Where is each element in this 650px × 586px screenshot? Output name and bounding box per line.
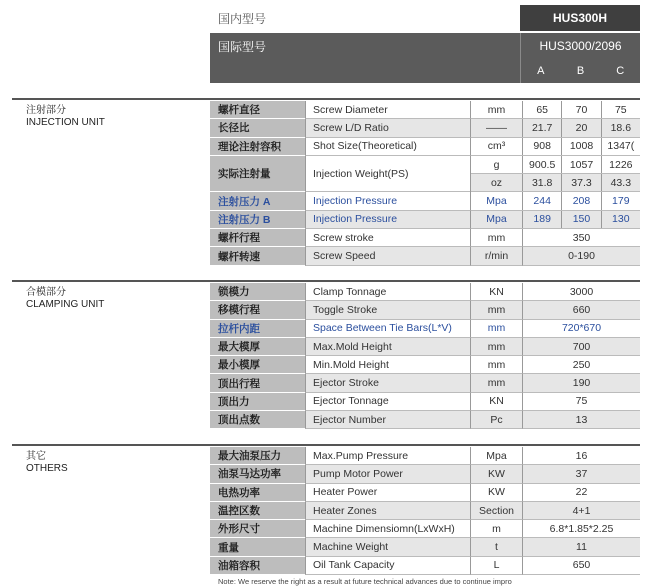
spec-row-oil-tank [210,557,640,575]
spec-cn: 油泵马达功率 [210,465,305,483]
screw-option-b: B [576,65,585,77]
clamping-section-cn: 合模部分 [26,287,66,298]
spec-value-c: 130 [601,211,640,228]
spec-value: 37 [522,465,640,483]
spec-value: 720*670 [522,320,640,338]
spec-unit: Pc [470,411,522,429]
spec-row-screw-diameter [210,101,640,119]
spec-en: Space Between Tie Bars(L*V) [305,320,470,338]
spec-cn: 注射压力 B [210,211,305,229]
screw-option-row [210,59,640,83]
spec-unit: —— [470,119,522,137]
spec-unit: t [470,538,522,556]
section-divider [12,280,640,282]
spec-unit: KW [470,484,522,502]
spec-value: 250 [522,356,640,374]
spec-en: Pump Motor Power [305,465,470,483]
injection-section-en: INJECTION UNIT [26,117,105,128]
spec-en: Toggle Stroke [305,301,470,319]
intl-model-row [210,33,640,59]
spec-value-c: 179 [601,192,640,209]
spec-cn: 注射压力 A [210,192,305,210]
spec-values-g [522,156,640,174]
spec-en: Heater Power [305,484,470,502]
spec-en: Screw Speed [305,247,470,265]
spec-en: Ejector Tonnage [305,393,470,411]
spec-value-c: 1347( [601,138,640,155]
spec-cn: 螺杆直径 [210,101,305,119]
spec-value-c: 1226 [601,156,640,173]
clamping-section-en: CLAMPING UNIT [26,299,105,310]
spec-unit: KN [470,393,522,411]
spec-cn: 理论注射容积 [210,138,305,156]
spec-value: 660 [522,301,640,319]
spec-value-c: 75 [601,101,640,118]
spec-unit: mm [470,301,522,319]
spec-unit: mm [470,374,522,392]
spec-value-b: 70 [561,101,600,118]
spec-en: Max.Mold Height [305,338,470,356]
spec-cn: 顶出力 [210,393,305,411]
spec-row-ejector-tonnage [210,393,640,411]
spec-row-pump-motor [210,465,640,483]
spec-value-b: 37.3 [561,174,600,191]
spec-cn: 顶出点数 [210,411,305,429]
intl-model-label: 国际型号 [218,39,267,54]
others-section-label [26,451,68,475]
spec-unit: KW [470,465,522,483]
spec-row-dimension [210,520,640,538]
spec-value: 0-190 [522,247,640,265]
spec-value: 11 [522,538,640,556]
spec-value-c: 18.6 [601,119,640,136]
spec-values [522,192,640,210]
spec-values [522,119,640,137]
spec-en: Screw L/D Ratio [305,119,470,137]
spec-en: Injection Pressure [305,211,470,229]
spec-row-max-mold [210,338,640,356]
spec-cn: 重量 [210,538,305,556]
spec-en: Ejector Stroke [305,374,470,392]
spec-cn: 最小模厚 [210,356,305,374]
spec-en: Min.Mold Height [305,356,470,374]
spec-en: Clamp Tonnage [305,283,470,301]
spec-value-a: 189 [522,211,561,228]
spec-cn: 实际注射量 [210,156,305,193]
others-section-cn: 其它 [26,451,46,462]
spec-row-tie-bars [210,320,640,338]
spec-unit: L [470,557,522,575]
footer-note: Note: We reserve the right as a result at future technical advances due to continue impro [218,577,512,586]
spec-en: Heater Zones [305,502,470,520]
section-divider [12,98,640,100]
spec-cn: 最大模厚 [210,338,305,356]
spec-row-heater-zones [210,502,640,520]
spec-unit: m [470,520,522,538]
spec-en: Max.Pump Pressure [305,447,470,465]
spec-values-stack [522,156,640,193]
spec-cn: 电热功率 [210,484,305,502]
spec-en: Oil Tank Capacity [305,557,470,575]
spec-row-pressure-a [210,192,640,210]
spec-unit: r/min [470,247,522,265]
spec-value: 16 [522,447,640,465]
spec-unit: mm [470,338,522,356]
spec-value-c: 43.3 [601,174,640,191]
spec-en: Injection Pressure [305,192,470,210]
spec-value: 6.8*1.85*2.25 [522,520,640,538]
intl-model-value: HUS3000/2096 [520,33,640,59]
spec-value: 650 [522,557,640,575]
spec-unit: mm [470,101,522,119]
spec-cn: 外形尺寸 [210,520,305,538]
spec-unit: mm [470,320,522,338]
spec-en: Screw stroke [305,229,470,247]
spec-values [522,211,640,229]
spec-value: 700 [522,338,640,356]
spec-unit: Mpa [470,447,522,465]
spec-unit: mm [470,356,522,374]
domestic-model-value: HUS300H [520,5,640,31]
spec-value: 13 [522,411,640,429]
spec-en: Screw Diameter [305,101,470,119]
spec-value: 4+1 [522,502,640,520]
spec-en: Ejector Number [305,411,470,429]
spec-row-weight [210,538,640,556]
spec-value-a: 900.5 [522,156,561,173]
spec-row-max-pump [210,447,640,465]
spec-value-a: 908 [522,138,561,155]
spec-value-a: 31.8 [522,174,561,191]
spec-value-b: 150 [561,211,600,228]
spec-unit-oz: oz [471,174,522,192]
spec-value: 190 [522,374,640,392]
spec-unit: Mpa [470,192,522,210]
spec-row-injection-weight [210,156,640,193]
domestic-model-row [210,5,640,31]
spec-value: 350 [522,229,640,247]
spec-cn: 移模行程 [210,301,305,319]
screw-option-spacer [210,59,520,83]
domestic-model-label: 国内型号 [210,5,520,31]
spec-row-pressure-b [210,211,640,229]
spec-value-b: 20 [561,119,600,136]
spec-unit: cm³ [470,138,522,156]
spec-unit: Mpa [470,211,522,229]
screw-option-labels [520,59,640,83]
clamping-table [210,283,640,429]
spec-cn: 顶出行程 [210,374,305,392]
spec-cn: 拉杆内距 [210,320,305,338]
spec-cn: 锁模力 [210,283,305,301]
spec-unit: Section [470,502,522,520]
spec-cn: 油箱容积 [210,557,305,575]
spec-en: Injection Weight(PS) [305,156,470,193]
others-table [210,447,640,575]
spec-value-a: 65 [522,101,561,118]
spec-row-ld-ratio [210,119,640,137]
spec-en: Machine Dimensiomn(LxWxH) [305,520,470,538]
spec-row-screw-stroke [210,229,640,247]
spec-en: Machine Weight [305,538,470,556]
clamping-section-label [26,287,104,311]
spec-value-b: 1008 [561,138,600,155]
section-divider [12,444,640,446]
spec-values [522,101,640,119]
spec-row-heater-power [210,484,640,502]
spec-values-oz [522,174,640,192]
spec-cn: 长径比 [210,119,305,137]
spec-row-ejector-stroke [210,374,640,392]
spec-cn: 螺杆行程 [210,229,305,247]
spec-value-a: 244 [522,192,561,209]
screw-option-a: A [537,65,545,77]
spec-en: Shot Size(Theoretical) [305,138,470,156]
spec-values [522,138,640,156]
spec-row-clamp-tonnage [210,283,640,301]
spec-unit-g: g [471,156,522,174]
spec-unit: mm [470,229,522,247]
injection-section-cn: 注射部分 [26,105,66,116]
spec-cn: 最大油泵压力 [210,447,305,465]
spec-row-screw-speed [210,247,640,265]
spec-value-b: 208 [561,192,600,209]
screw-option-c: C [616,65,625,77]
others-section-en: OTHERS [26,463,68,474]
spec-value-a: 21.7 [522,119,561,136]
spec-unit: KN [470,283,522,301]
spec-unit-stack [470,156,522,193]
spec-value-b: 1057 [561,156,600,173]
spec-row-min-mold [210,356,640,374]
spec-row-toggle-stroke [210,301,640,319]
spec-cn: 螺杆转速 [210,247,305,265]
injection-table [210,101,640,266]
spec-value: 22 [522,484,640,502]
spec-value: 75 [522,393,640,411]
injection-section-label [26,105,105,129]
spec-row-shot-size [210,138,640,156]
spec-row-ejector-number [210,411,640,429]
spec-value: 3000 [522,283,640,301]
spec-cn: 温控区数 [210,502,305,520]
